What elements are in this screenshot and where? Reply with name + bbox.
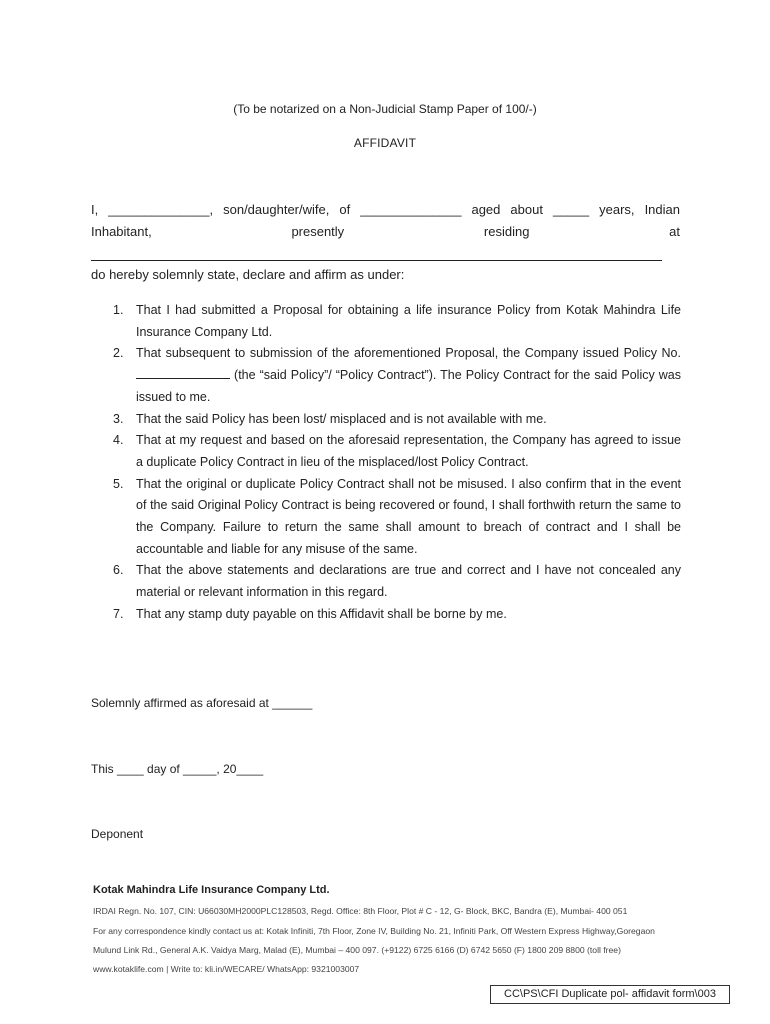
correspondence-address-1: For any correspondence kindly contact us at: Kotak Infiniti, 7th Floor, Zone IV, Building No. 21, Infiniti Park, Off Western Express Highway,Goregaon	[93, 926, 655, 936]
policy-number-blank	[136, 366, 230, 379]
intro-word: I,	[91, 202, 99, 217]
clause-text: That the above statements and declarations are true and correct and I have not concealed any material or relevant information in this regard.	[136, 563, 681, 600]
clause-item	[91, 430, 681, 473]
address-blank-line	[91, 260, 662, 261]
intro-line-2	[91, 224, 680, 239]
clause-item	[91, 474, 681, 561]
clause-text: That the original or duplicate Policy Contract shall not be misused. I also confirm that in the event of the said Original Policy Contract is being recovered or found, I shall forthwith return the same to the Company. Failure to return the same shall amount to breach of contract and I shall be accountable and liable for any misuse of the same.	[136, 476, 681, 556]
intro-word: about	[510, 202, 543, 217]
intro-word: at	[669, 224, 680, 239]
declaration-line: do hereby solemnly state, declare and affirm as under:	[91, 267, 405, 282]
clause-text: That I had submitted a Proposal for obtaining a life insurance Policy from Kotak Mahindra Life Insurance Company Ltd.	[136, 303, 681, 339]
form-reference-box: CC\PS\CFI Duplicate pol- affidavit form\003	[490, 985, 730, 1004]
clause-number: 7.	[113, 606, 124, 621]
clause-item	[91, 300, 681, 343]
deponent-label: Deponent	[91, 827, 144, 841]
document-title: AFFIDAVIT	[353, 136, 417, 150]
date-line: This ____ day of _____, 20____	[91, 762, 264, 776]
clause-number: 5.	[113, 476, 124, 491]
clause-item	[91, 409, 681, 431]
clause-item	[91, 343, 681, 408]
website-contact: www.kotaklife.com | Write to: kli.in/WECARE/ WhatsApp: 9321003007	[93, 964, 360, 974]
clause-text: That at my request and based on the aforesaid representation, the Company has agreed to issue a duplicate Policy Contract in lieu of the misplaced/lost Policy Contract.	[136, 433, 681, 469]
clause-text-post: (the “said Policy”/ “Policy Contract”). The Policy Contract for the said Policy was issued to me.	[136, 368, 681, 404]
age-blank: _____	[552, 202, 590, 217]
intro-word: son/daughter/wife,	[223, 202, 330, 217]
intro-word: aged	[471, 202, 501, 217]
parent-name-blank: ______________	[360, 202, 462, 217]
intro-word: of	[339, 202, 351, 217]
affirmed-place-line: Solemnly affirmed as aforesaid at ______	[91, 696, 313, 710]
clause-number: 4.	[113, 433, 124, 448]
intro-word: years,	[599, 202, 635, 217]
clause-item	[91, 560, 681, 603]
intro-line-1	[91, 202, 680, 217]
clause-number: 2.	[113, 346, 124, 361]
clause-list	[91, 300, 681, 626]
intro-word: presently	[291, 224, 345, 239]
clause-number: 6.	[113, 563, 124, 578]
clause-text: That any stamp duty payable on this Affidavit shall be borne by me.	[136, 606, 507, 621]
clause-text-pre: That subsequent to submission of the aforementioned Proposal, the Company issued Policy No.	[136, 346, 681, 361]
clause-text: That the said Policy has been lost/ misplaced and is not available with me.	[136, 411, 547, 426]
clause-number: 1.	[113, 303, 124, 317]
intro-word: Indian	[644, 202, 680, 217]
name-blank: ______________,	[108, 202, 214, 217]
clause-item	[91, 604, 681, 626]
intro-word: residing	[483, 224, 530, 239]
notarization-note: (To be notarized on a Non-Judicial Stamp Paper of 100/-)	[233, 102, 537, 116]
clause-number: 3.	[113, 411, 124, 426]
intro-word: Inhabitant,	[91, 224, 152, 239]
correspondence-address-2: Mulund Link Rd., General A.K. Vaidya Marg, Malad (E), Mumbai – 400 097. (+9122) 6725 6166 (D) 6742 5650 (F) 1800 209 8800 (toll free)	[93, 945, 621, 955]
registration-details: IRDAI Regn. No. 107, CIN: U66030MH2000PLC128503, Regd. Office: 8th Floor, Plot # C - 12, G- Block, BKC, Bandra (E), Mumbai- 400 051	[93, 906, 628, 916]
company-name: Kotak Mahindra Life Insurance Company Ltd.	[93, 884, 330, 896]
